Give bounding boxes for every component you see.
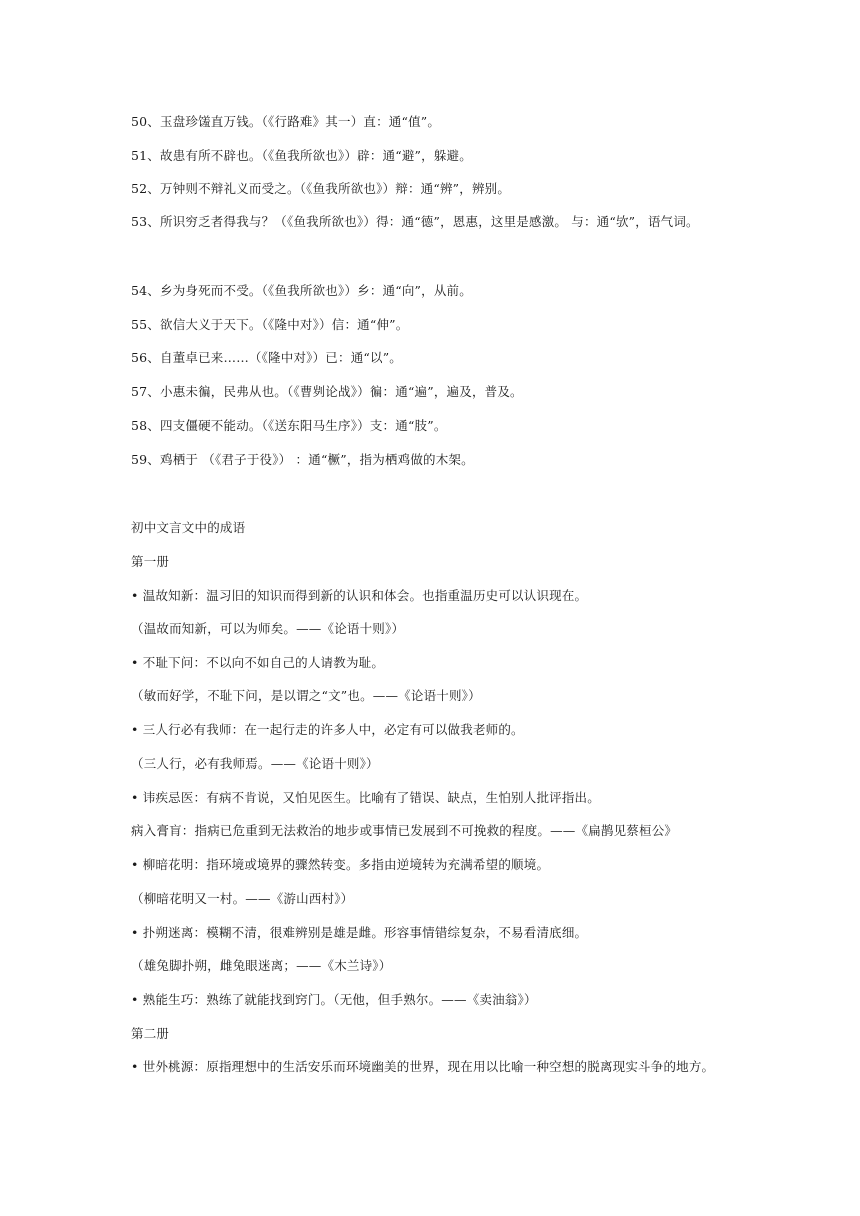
- idiom-entry: • 温故知新：温习旧的知识而得到新的认识和体会。也指重温历史可以认识现在。: [131, 588, 588, 603]
- idiom-source: （敏而好学，不耻下问，是以谓之“文”也。——《论语十则》）: [131, 688, 481, 703]
- idiom-entry: • 不耻下问：不以向不如自己的人请教为耻。: [131, 655, 385, 670]
- idiom-source: （温故而知新，可以为师矣。——《论语十则》）: [131, 621, 405, 636]
- text-line: 57、小惠未徧，民弗从也。（《曹刿论战》）徧：通“遍”，遍及，普及。: [131, 384, 523, 399]
- text-line: 51、故患有所不辟也。（《鱼我所欲也》）辟：通“避”，躲避。: [131, 148, 472, 163]
- volume-heading: 第二册: [131, 1026, 170, 1041]
- idiom-entry: • 世外桃源：原指理想中的生活安乐而环境幽美的世界，现在用以比喻一种空想的脱离现实斗争的地方。: [131, 1059, 715, 1074]
- text-line: 56、自董卓已来……（《隆中对》）已：通“以”。: [131, 350, 402, 365]
- text-line: 53、所识穷乏者得我与？（《鱼我所欲也》）得：通“德”，恩惠，这里是感激。 与：通“欤”，语气词。: [131, 214, 699, 229]
- idiom-entry: 病入膏肓：指病已危重到无法救治的地步或事情已发展到不可挽救的程度。——《扁鹊见蔡桓公》: [131, 823, 678, 838]
- text-line: 58、四支僵硬不能动。（《送东阳马生序》）支：通“肢”。: [131, 418, 447, 433]
- idiom-source: （三人行，必有我师焉。——《论语十则》）: [131, 756, 379, 771]
- text-line: 50、玉盘珍馐直万钱。（《行路难》其一）直：通“值”。: [131, 114, 441, 129]
- text-line: 54、乡为身死而不受。（《鱼我所欲也》）乡：通“向”，从前。: [131, 283, 472, 298]
- text-line: 55、欲信大义于天下。（《隆中对》）信：通“伸”。: [131, 317, 409, 332]
- idiom-entry: • 熟能生巧：熟练了就能找到窍门。（无他，但手熟尔。——《卖油翁》）: [131, 992, 537, 1007]
- idiom-source: （雄兔脚扑朔，雌兔眼迷离；——《木兰诗》）: [131, 958, 392, 973]
- volume-heading: 第一册: [131, 554, 170, 569]
- idiom-entry: • 扑朔迷离：模糊不清，很难辨别是雄是雌。形容事情错综复杂，不易看清底细。: [131, 925, 588, 940]
- text-line: 52、万钟则不辩礼义而受之。（《鱼我所欲也》）辩：通“辨”，辨别。: [131, 181, 511, 196]
- text-line: 59、鸡栖于 （《君子于役》） ：通“橛”，指为栖鸡做的木架。: [131, 452, 474, 467]
- idiom-entry: • 讳疾忌医：有病不肯说，又怕见医生。比喻有了错误、缺点，生怕别人批评指出。: [131, 790, 600, 805]
- section-title: 初中文言文中的成语: [131, 520, 246, 535]
- idiom-source: （柳暗花明又一村。——《游山西村》）: [131, 891, 354, 906]
- idiom-entry: • 柳暗花明：指环境或境界的骤然转变。多指由逆境转为充满希望的顺境。: [131, 857, 550, 872]
- idiom-entry: • 三人行必有我师：在一起行走的许多人中，必定有可以做我老师的。: [131, 722, 524, 737]
